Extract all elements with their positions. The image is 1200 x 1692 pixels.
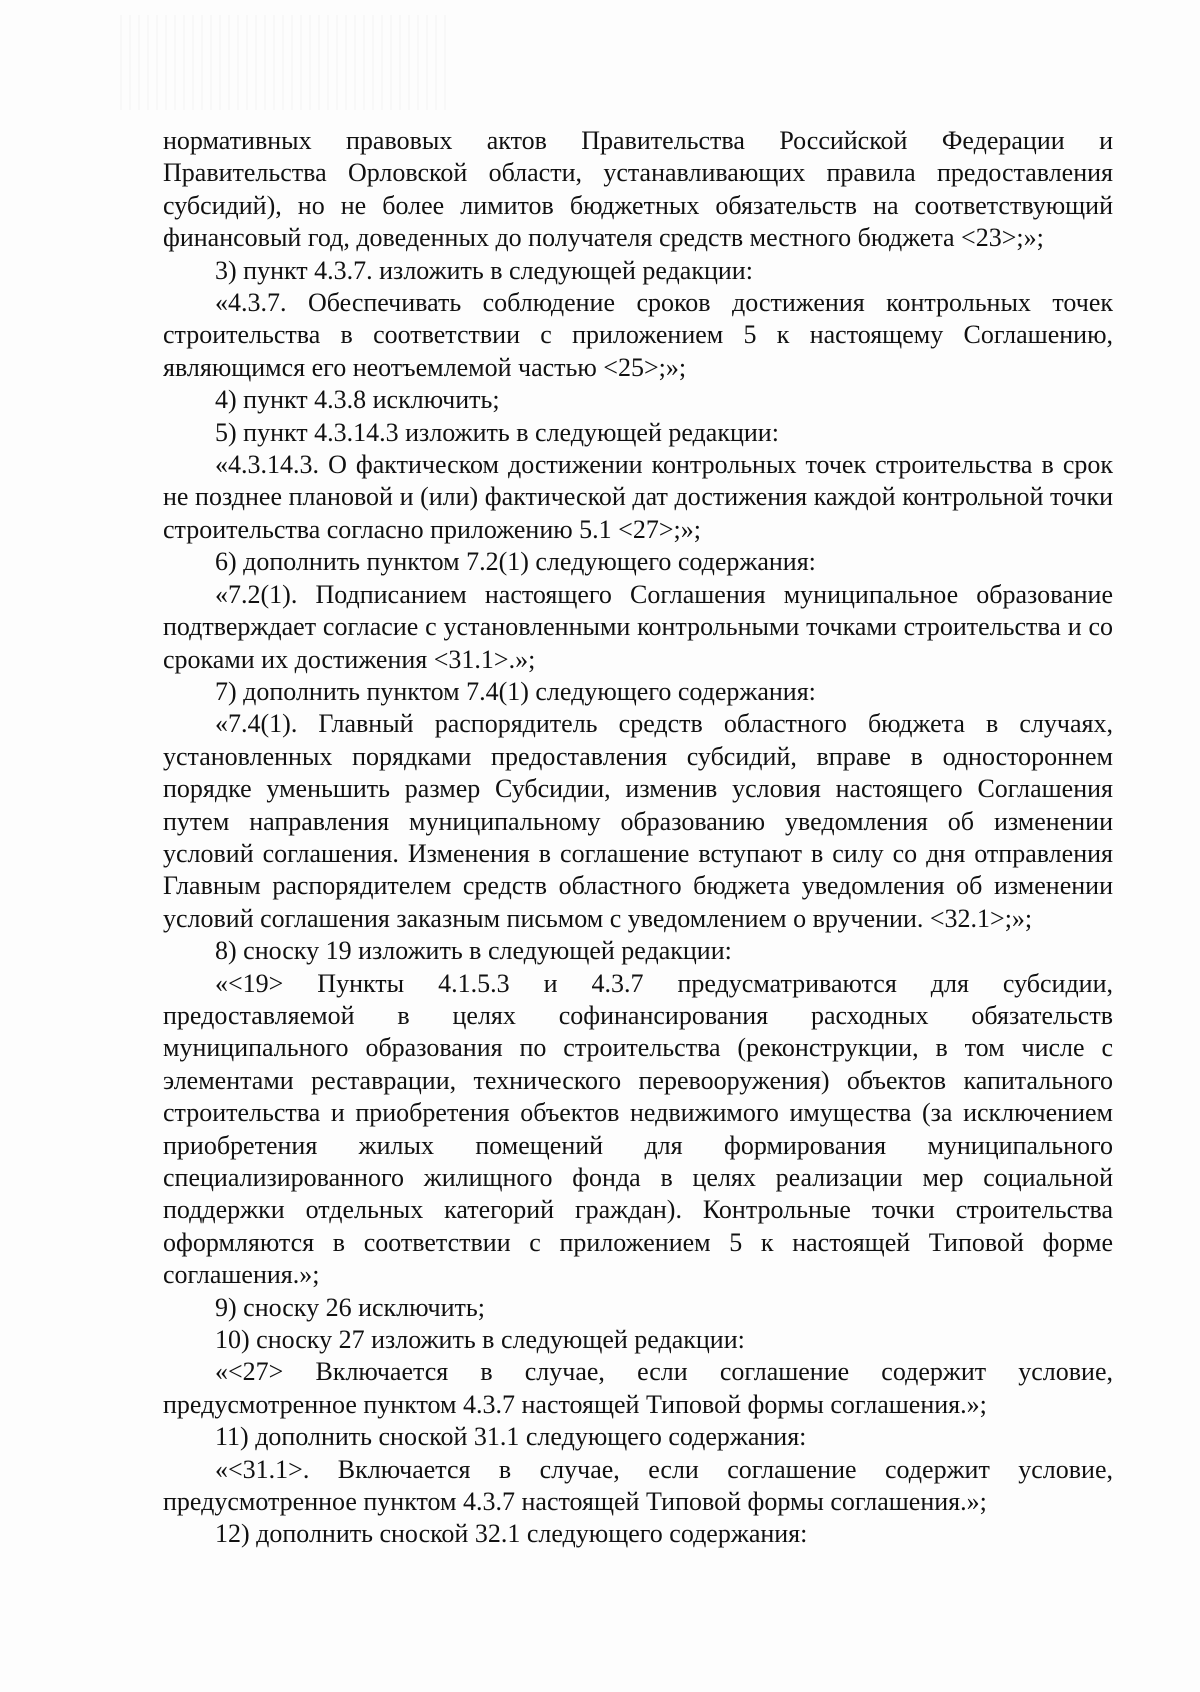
paragraph-quote-7-4-1: «7.4(1). Главный распорядитель средств областного бюджета в случаях, установленных порядками предоставления субсидий, вправе в одностороннем порядке уменьшить размер Субсидии, изменив условия настоящего Соглашения путем направления муниципальному образованию уведомления об изменении условий соглашения. Изменения в соглашение вступают в силу со дня отправления Главным распорядителем средств областного бюджета уведомления об изменении условий соглашения заказным письмом с уведомлением о вручении. <32.1>;»; [163, 709, 1113, 933]
paragraph-quote-footnote-19: «<19> Пункты 4.1.5.3 и 4.3.7 предусматриваются для субсидии, предоставляемой в целях софинансирования расходных обязательств муниципального образования по строительства (реконструкции, в том числе с элементами реставрации, технического перевооружения) объектов капитального строительства и приобретения объектов недвижимого имущества (за исключением приобретения жилых помещений для формирования муниципального специализированного жилищного фонда в целях реализации мер социальной поддержки отдельных категорий граждан). Контрольные точки строительства оформляются в соответствии с приложением 5 к настоящей Типовой форме соглашения.»; [163, 968, 1113, 1290]
paragraph-quote-7-2-1: «7.2(1). Подписанием настоящего Соглашения муниципальное образование подтверждает согласие с установленными контрольными точками строительства и со сроками их достижения <31.1>.»; [163, 579, 1113, 674]
document-body [163, 125, 1113, 1551]
paragraph-item-9: 9) сноску 26 исключить; [215, 1292, 485, 1322]
paragraph-item-6: 6) дополнить пунктом 7.2(1) следующего содержания: [215, 547, 816, 577]
paragraph-item-5: 5) пункт 4.3.14.3 изложить в следующей редакции: [215, 417, 779, 447]
paragraph-item-4: 4) пункт 4.3.8 исключить; [215, 385, 500, 415]
paragraph-item-12: 12) дополнить сноской 32.1 следующего содержания: [215, 1519, 808, 1549]
paragraph-quote-4-3-7: «4.3.7. Обеспечивать соблюдение сроков достижения контрольных точек строительства в соответствии с приложением 5 к настоящему Соглашению, являющимся его неотъемлемой частью <25>;»; [163, 288, 1113, 382]
paragraph-continuation: нормативных правовых актов Правительства Российской Федерации и Правительства Орловской области, устанавливающих правила предоставления субсидий), но не более лимитов бюджетных обязательств на соответствующий финансовый год, доведенных до получателя средств местного бюджета <23>;»; [163, 126, 1113, 253]
paragraph-item-7: 7) дополнить пунктом 7.4(1) следующего содержания: [215, 676, 816, 706]
paragraph-quote-4-3-14-3: «4.3.14.3. О фактическом достижении контрольных точек строительства в срок не позднее плановой и (или) фактической дат достижения каждой контрольной точки строительства согласно приложению 5.1 <27>;»; [163, 450, 1113, 544]
paragraph-quote-footnote-31-1: «<31.1>. Включается в случае, если соглашение содержит условие, предусмотренное пунктом 4.3.7 настоящей Типовой формы соглашения.»; [163, 1454, 1113, 1517]
paragraph-item-10: 10) сноску 27 изложить в следующей редакции: [215, 1325, 745, 1355]
scan-artifact [120, 15, 450, 110]
paragraph-item-3: 3) пункт 4.3.7. изложить в следующей редакции: [215, 255, 753, 285]
paragraph-quote-footnote-27: «<27> Включается в случае, если соглашение содержит условие, предусмотренное пунктом 4.3.7 настоящей Типовой формы соглашения.»; [163, 1357, 1113, 1419]
paragraph-item-8: 8) сноску 19 изложить в следующей редакции: [215, 936, 732, 966]
paragraph-item-11: 11) дополнить сноской 31.1 следующего содержания: [215, 1422, 807, 1452]
